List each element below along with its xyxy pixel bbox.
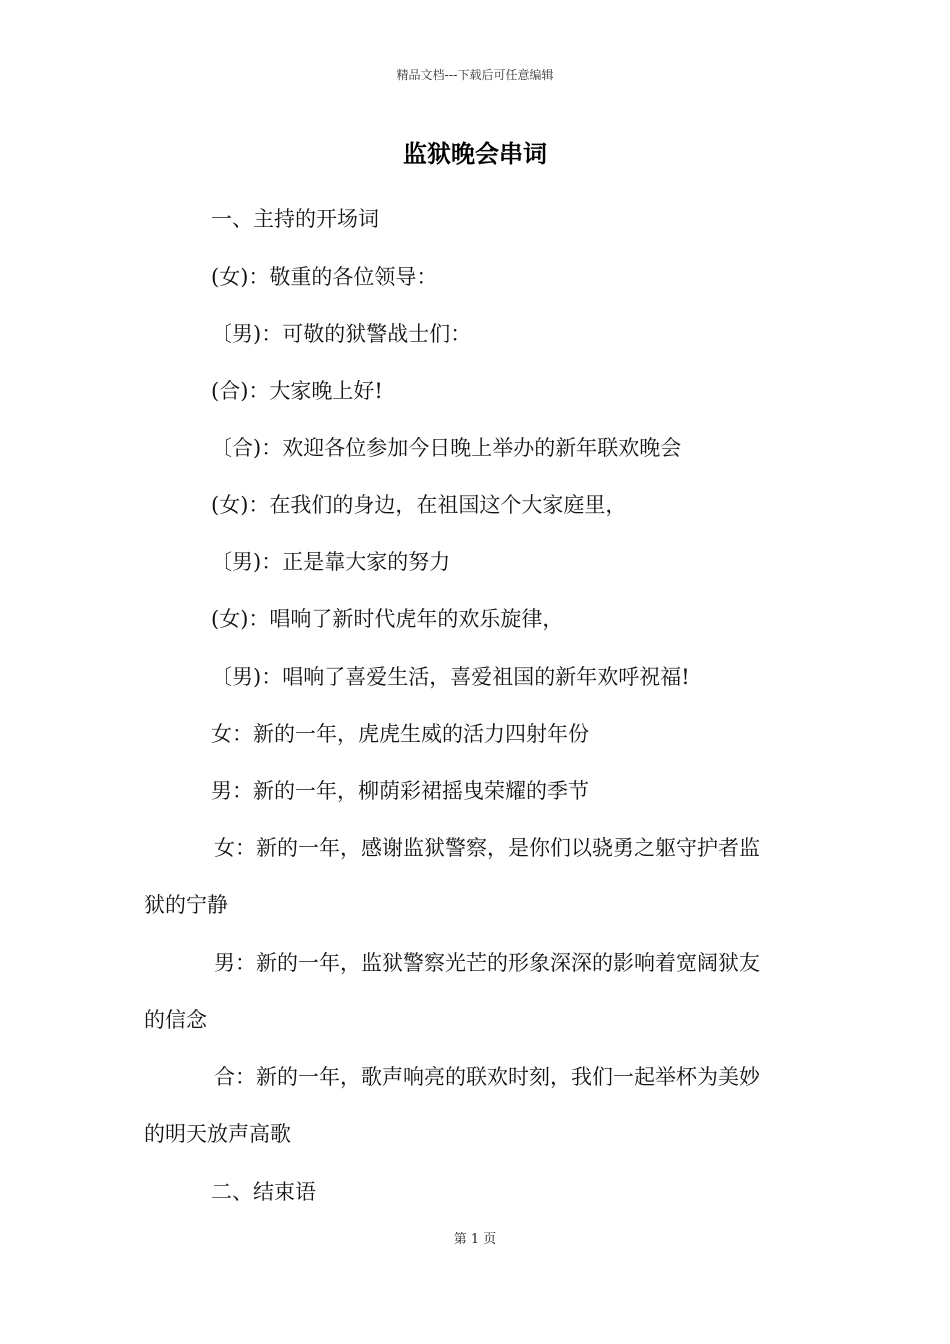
script-line-continuation: 的信念 <box>144 1008 207 1032</box>
script-line: 男：新的一年，监狱警察光芒的形象深深的影响着宽阔狱友 <box>214 951 760 975</box>
script-line: 女：新的一年，感谢监狱警察，是你们以骁勇之躯守护者监 <box>214 836 760 860</box>
script-line: 男：新的一年，柳荫彩裙摇曳荣耀的季节 <box>211 779 589 803</box>
script-line: 〔男)：正是靠大家的努力 <box>211 550 451 574</box>
script-line: 〔男)：唱响了喜爱生活，喜爱祖国的新年欢呼祝福! <box>211 665 690 689</box>
script-line: (合)：大家晚上好! <box>211 379 383 403</box>
document-title: 监狱晚会串词 <box>403 139 547 168</box>
script-line: (女)：在我们的身边，在祖国这个大家庭里， <box>211 493 627 517</box>
script-line: 女：新的一年，虎虎生威的活力四射年份 <box>211 722 589 746</box>
script-line-continuation: 狱的宁静 <box>144 893 228 917</box>
header-note: 精品文档---下载后可任意编辑 <box>396 68 554 82</box>
page-number: 第 1 页 <box>453 1232 497 1247</box>
script-line: 〔男)：可敬的狱警战士们： <box>211 322 472 346</box>
script-line: (女)：敬重的各位领导： <box>211 265 438 289</box>
script-line-continuation: 的明天放声高歌 <box>144 1122 291 1146</box>
script-line: 〔合)：欢迎各位参加今日晚上举办的新年联欢晚会 <box>211 436 682 460</box>
script-line: 合：新的一年，歌声响亮的联欢时刻，我们一起举杯为美妙 <box>214 1065 760 1089</box>
section-heading-opening: 一、主持的开场词 <box>211 207 379 231</box>
section-heading-closing: 二、结束语 <box>211 1180 316 1204</box>
script-line: (女)：唱响了新时代虎年的欢乐旋律， <box>211 607 564 631</box>
